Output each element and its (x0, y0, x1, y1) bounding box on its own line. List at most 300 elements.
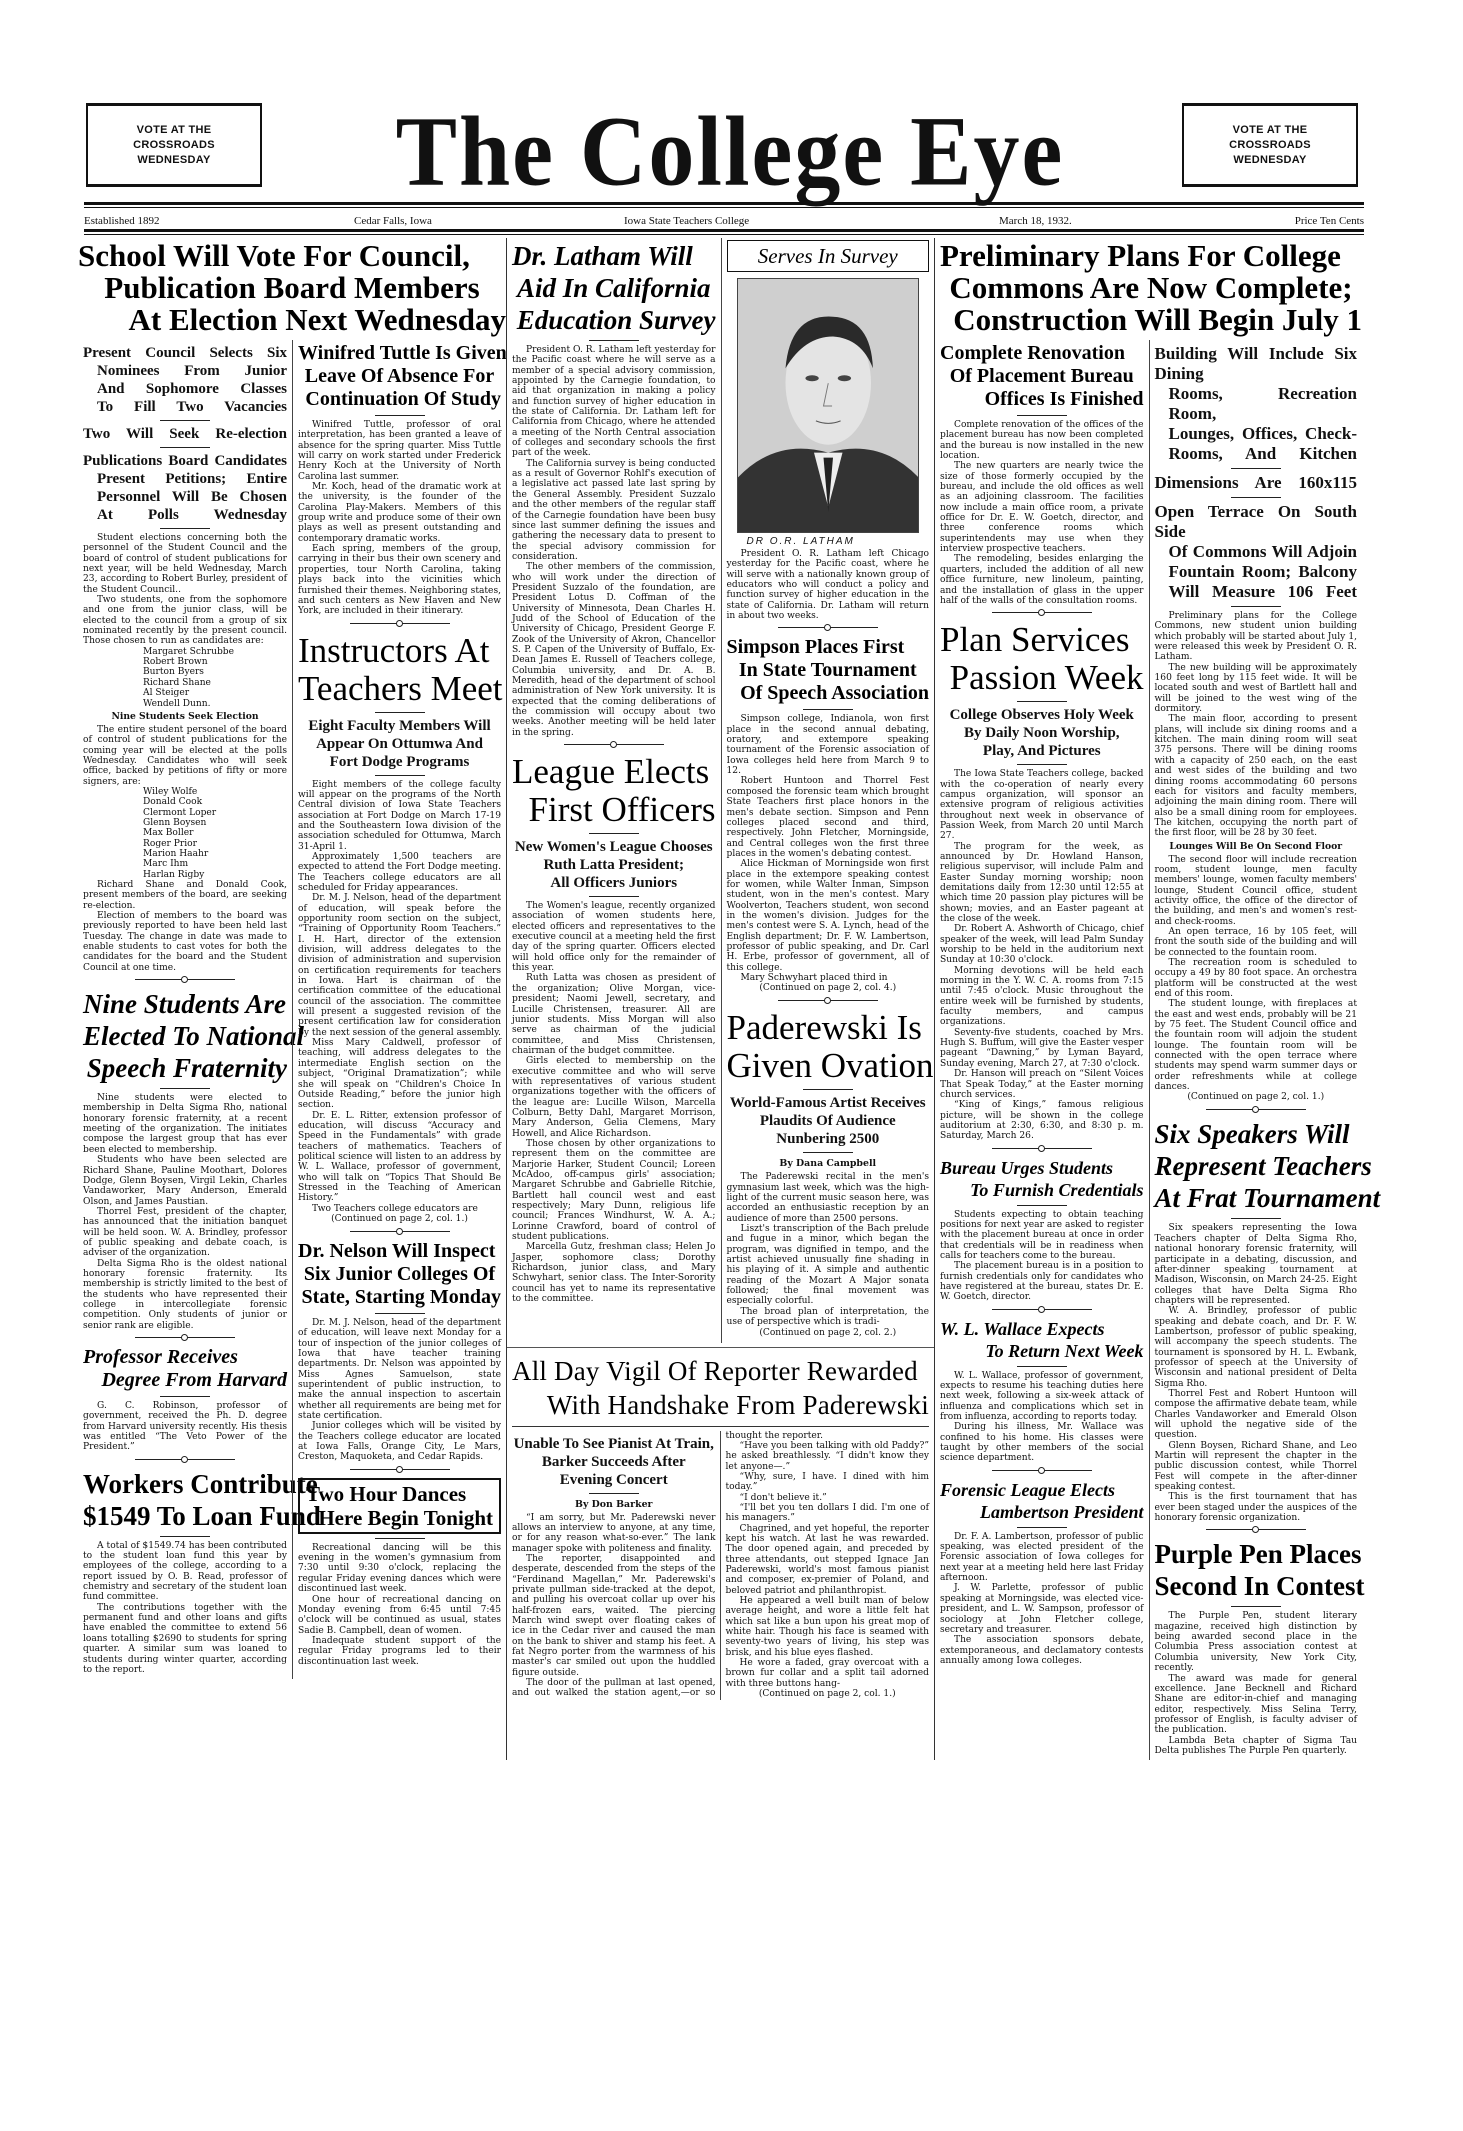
paragraph: Seventy-five students, coached by Mrs. Hugh S. Buffum, will give the Easter vesper pageant “Dawning,” by Lyman Bayard, Sunday evening, March 27, at 7:30 o'clock. (940, 1027, 1144, 1069)
divider (375, 775, 425, 776)
separator (1206, 1109, 1306, 1110)
paragraph: Winifred Tuttle, professor of oral interpretation, has been granted a leave of absence for the spring quarter. Miss Tuttle will carry on work started under Frederick Henry Koch at the University of North Carolina last summer. (298, 420, 501, 482)
paragraph: The program for the week, as announced by Dr. Howland Hanson, religious supervisor, will include Palm and Easter Sunday morning worship; noon demitations daily from 12:30 until 12:55 at which time 20 passion play pictures will be shown; movies, and an Easter pageant at the close of the week. (940, 841, 1144, 924)
headline-line: Complete Renovation (940, 342, 1125, 364)
headline-line: Continuation Of Study (305, 388, 501, 410)
divider (1017, 1366, 1067, 1367)
article-winifred-tuttle-is-given (298, 342, 507, 617)
headline-line: Construction Will Begin July 1 (953, 302, 1362, 337)
paragraph: Recreational dancing will be this evening in the women's gymnasium from 7:30 until 9:30 o'clock, replacing the regular Friday evening dances which were discontinued last week. (298, 1542, 501, 1595)
column-6 (1149, 340, 1381, 1760)
headline-line: Evening Concert (559, 1471, 668, 1488)
article-paderewski-is (726, 1008, 934, 1338)
headline-line: At Polls Wednesday (97, 507, 287, 523)
paragraph: Liszt's transcription of the Bach prelude and fugue in a minor, which began the program, was dignified in tempo, and the artist achieved unusually fine shading in his playing of it. A simple and authentic reading of the Mozart A Major sonata followed; the final movement was especially colorful. (726, 1224, 929, 1307)
paragraph: The recreation room is scheduled to occupy a 49 by 80 foot space. An orchestra platform will be constructed at the west end of this room. (1154, 958, 1357, 1000)
headline (940, 621, 1144, 697)
middle-section (506, 238, 934, 1760)
headline-line: Publication Board Members (104, 270, 480, 305)
paragraph: During his illness, Mr. Wallace was confined to his home. His classes were taught by other members of the social science department. (940, 1422, 1144, 1464)
list-item: Donald Cook (143, 797, 203, 808)
list-item: Wiley Wolfe (143, 786, 198, 797)
price: Price Ten Cents (1294, 215, 1364, 227)
article-serves-in-survey (727, 240, 930, 621)
divider (512, 1426, 929, 1427)
paragraph: Junior colleges which will be visited by the Teachers college educator are located at Iowa Falls, Orange City, Le Mars, Creston, Maquoketa, and Cedar Rapids. (298, 1421, 501, 1463)
divider (589, 340, 639, 341)
list-item: Richard Shane (143, 677, 211, 688)
headline-line: Two Hour Dances (306, 1481, 467, 1506)
paragraph: Dr. Robert A. Ashworth of Chicago, chief speaker of the week, will lead Palm Sunday worship to be held in the auditorium next Sunday at 10:30 o'clock. (940, 924, 1144, 966)
separator (135, 1337, 235, 1338)
article-forensic-league-elects (940, 1479, 1144, 1666)
list-item: Wendell Dunn. (143, 698, 211, 709)
paragraph: W. A. Brindley, professor of public speaking and debate coach, and Dr. F. W. Lambertson, professor of public speaking, will accompany the speech students. The tournament is sponsored by H. L. Ewbank, professor of speech at the University of Wisconsin and national president of Delta Sigma Rho. (1154, 1306, 1357, 1389)
separator (778, 627, 878, 628)
headline-line: Serves In Survey (757, 244, 898, 268)
photo-caption: DR O.R. LATHAM (746, 536, 855, 547)
headline-line: Elected To National (83, 1021, 304, 1052)
paragraph: Nine students were elected to membership in Delta Sigma Rho, national honorary forensic fraternity, at a recent meeting of the organization. The initiates compose the largest group that has ever been elected to membership. (83, 1093, 287, 1155)
paragraph: Glenn Boysen, Richard Shane, and Leo Martin will represent the chapter in the public discussion contest, while Thorrel Fest will compete in the after-dinner speaking contest. (1154, 1440, 1357, 1493)
separator (1206, 1529, 1306, 1530)
paragraph: He appeared a well built man of below average height, and wore a little felt hat which sat like a bun upon his great mop of white hair. Though his face is seamed with seventy-two years of living, his step was brisk, and his blue eyes flashed. (725, 1596, 929, 1658)
name-list (83, 647, 287, 709)
deck (1155, 502, 1358, 602)
paragraph: Six speakers representing the Iowa Teachers chapter of Delta Sigma Rho, national honorary forensic fraternity, will participate in a debating, discussion, and after-dinner speaking tournament at Madison, Wisconsin, on March 24-25. Eight colleges that have Delta Sigma Rho chapters will be represented. (1154, 1223, 1357, 1306)
separator (564, 744, 664, 745)
divider (803, 1089, 853, 1090)
headline-line: Nunbering 2500 (776, 1131, 880, 1148)
paragraph: Each spring, members of the group, carrying in their bus their own scenery and properties, tour North Carolina, taking plays back into the vicinities which furnished their themes. Neighboring states, and such centers as New Haven and New York, are included in their itinerary. (298, 544, 501, 617)
article-simpson-places-first (727, 636, 930, 994)
list-item: Max Boller (143, 828, 194, 839)
paragraph: The new quarters are nearly twice the size of those formerly occupied by the bureau, and include the old offices as well as an adjoining classroom. The facilities now include a main office room, a private office for Dr. E. W. Goetch, director, and three conference rooms which superintendents may use when they interview prospective teachers. (940, 461, 1144, 555)
headline-line: To Furnish Credentials (970, 1179, 1144, 1200)
front-page (78, 238, 1381, 1760)
photo-portrait (737, 278, 920, 533)
continued-note: (Continued on page 2, col. 1.) (1187, 1092, 1325, 1103)
paragraph: Girls elected to membership on the executive committee and who will serve with representatives of various student organizations together with the officers of the league are: Lucille Wilson, Marcella Colburn, Betty Dahl, Margaret Morrison, Mary Anderson, Gelia Clemens, Mary Howell, and Alice Richardson. (512, 1056, 716, 1139)
headline-line: Workers Contribute (83, 1468, 318, 1499)
subhead: Lounges Will Be On Second Floor (1169, 840, 1343, 852)
paragraph: Inadequate student support of the regular Friday programs led to their discontinuation last week. (298, 1635, 501, 1667)
paragraph: Mr. Koch, head of the dramatic work at the university, is the founder of the Carolina Play-Makers. Members of this group write and produce some of their own plays as well as present outstanding and contemporary dramatic works. (298, 482, 501, 544)
headline-line: Plaudits Of Audience (759, 1113, 896, 1130)
divider (1231, 468, 1281, 469)
paragraph: The award was made for general excellence. Jane Becknell and Richard Shane are editor-in-chief and managing editor, respectively. Miss Selina Terry, professor of English, is faculty adviser of the publication. (1154, 1673, 1357, 1736)
divider (1231, 606, 1281, 607)
headline-line: At Frat Tournament (1154, 1183, 1381, 1214)
divider (1017, 764, 1067, 765)
headline-line: To Fill Two Vacancies (97, 399, 287, 415)
separator (350, 1469, 450, 1470)
headline (83, 1468, 321, 1532)
article-league-elects (512, 753, 716, 1304)
list-item: Margaret Schrubbe (143, 646, 235, 657)
headline-line: First Officers (528, 790, 716, 830)
paragraph: The other members of the commission, who will work under the direction of President Suzzalo of the foundation, are President Lotus D. Coffman of the University of Minnesota, Dean Charles H. Judd of the School of Education of the University of Chicago, President George F. Zook of the University of Akron, Chancellor S. P. Capen of the University of Buffalo, Ex-Dean James E. Russell of Teachers college, Columbia university, and Dr. A. B. Meredith, head of the department of school administration of New York university. It is expected that the coming deliberations of the commission will occupy about two weeks. Another meeting will be held later in the spring. (512, 562, 716, 738)
headline-line: W. L. Wallace Expects (940, 1318, 1105, 1339)
paragraph: The reporter, disappointed and desperate, descended from the steps of the “Ferdinand Magellan,” Mr. Paderewski's private pullman side-tracked at the depot, and pulling his overcoat collar up over his half-frozen ears, waited. The piercing March wind swept over floating cakes of ice in the Cedar river and caused the man on the bank to shiver and stamp his feet. A fat Negro porter from the warmness of his master's car smiled out upon the huddled figure outside. (512, 1553, 716, 1678)
headline (940, 1157, 1144, 1201)
headline (298, 632, 501, 708)
headline-line: Six Speakers Will (1154, 1119, 1350, 1150)
article-instructors-at (298, 632, 501, 1225)
column-2 (292, 340, 506, 1679)
headline-line: Offices Is Finished (984, 388, 1144, 410)
paragraph: President O. R. Latham left Chicago yesterday for the Pacific coast, where he will serve with a nationally known group of educators who will conduct a policy and function survey of higher education in the state of California. Dr. Latham will return in about two weeks. (726, 549, 929, 622)
headline-line: To Return Next Week (985, 1340, 1144, 1361)
headline-line: Eight Faculty Members Will (308, 717, 491, 734)
column-4 (721, 238, 935, 1343)
continued-note: (Continued on page 2, col. 4.) (759, 983, 897, 994)
headline-line: Appear On Ottumwa And (316, 735, 483, 752)
paragraph: “I don't believe it.” (739, 1492, 827, 1503)
headline-line: Speech Fraternity (86, 1053, 287, 1084)
deck (727, 1094, 930, 1148)
headline-line: By Daily Noon Worship, (963, 725, 1120, 742)
paragraph: Student elections concerning both the personnel of the Student Council and the board of control of student publications for next year, will be held Wednesday, March 23, according to Robert Burley, president of the Student Council.. (83, 533, 287, 595)
headline (298, 1240, 501, 1309)
commons-headline (935, 240, 1362, 336)
paragraph: Morning devotions will be held each morning in the Y. W. C. A. rooms from 7:15 until 7:45 o'clock. Music throughout the entire week will be furnished by students, faculty members, and campus organizations. (940, 965, 1144, 1028)
headline-line: Simpson Places First (726, 636, 905, 659)
headline (298, 342, 507, 411)
deck (512, 838, 716, 892)
headline-line: School Will Vote For Council, (78, 238, 470, 273)
headline (940, 1479, 1144, 1523)
paragraph: The new building will be approximately 160 feet long by 115 feet wide. It will be located south and west of Bartlett hall and will be joined to the west wing of the dormitory. (1154, 662, 1357, 715)
paragraph: The Women's league, recently organized association of women students here, elected officers and representatives to the executive council at a meeting held the first day of the spring quarter. Officers elected will hold office only for the remainder of this year. (512, 901, 716, 974)
paragraph: Simpson college, Indianola, won first place in the second annual debating, oratory, and extempore speaking tournament of the Forensic association of Iowa colleges held here from March 9 to 12. (726, 714, 929, 777)
headline (1154, 1538, 1365, 1602)
name-list (83, 787, 287, 880)
deck (1155, 344, 1358, 464)
article-bureau-urges-students (940, 1157, 1144, 1303)
vigil-headline (507, 1354, 934, 1422)
paragraph: This is the first tournament that has ever been staged under the auspices of the honorary forensic organization. (1154, 1492, 1357, 1524)
headline-line: Ruth Latta President; (543, 857, 685, 874)
paragraph: The contributions together with the permanent fund and other loans and gifts have enabled the committee to extend 56 loans totalling $2690 to students for spring quarter. A similar sum was loaned to students during winter quarter, according to the report. (83, 1602, 287, 1675)
headline (940, 342, 1144, 411)
headline-line: Will Measure 106 Feet (1168, 582, 1357, 601)
separator (992, 1470, 1092, 1471)
paragraph: Robert Huntoon and Thorrel Fest composed the forensic team which brought State Teachers first place honors in the men's debate section. Simpson and Penn colleges placed second and third, respectively. John Fletcher, Morningside, and Central colleges won the first three places in the women's debating contest. (726, 776, 929, 859)
paragraph: The association sponsors debate, extemporaneous, and declamatory contests annually among Iowa colleges. (940, 1635, 1144, 1666)
headline-line: Personnel Will Be Chosen (97, 489, 287, 505)
headline-line: Purple Pen Places (1154, 1539, 1362, 1570)
headline-line: At Election Next Wednesday (128, 302, 506, 337)
headline-line: Unable To See Pianist At Train, (513, 1435, 714, 1452)
college-name: Iowa State Teachers College (624, 215, 750, 227)
paragraph: Approximately 1,500 teachers are expected to attend the Fort Dodge meeting. The Teachers college educators are all scheduled for Friday appearances. (298, 851, 501, 893)
paragraph: Students who have been selected are Richard Shane, Pauline Moothart, Dolores Dodge, Glenn Boysen, Virgil Lekin, Charles Vandaworker, Mary Anderson, Emerald Olson, and James Paustian. (83, 1155, 287, 1207)
paragraph: The entire student personel of the board of control of student publications for the coming year will be elected at the polls Wednesday. Candidates who will seek office, backed by petitions of fifty or more signers, are: (83, 724, 287, 787)
paragraph: “Why, sure, I have. I dined with him today.” (725, 1471, 929, 1493)
headline-line: Two Will Seek Re-election (83, 426, 287, 442)
divider (1231, 1606, 1281, 1607)
paragraph: Complete renovation of the offices of the placement bureau has now been completed and the bureau is now installed in the new location. (940, 420, 1144, 462)
article-complete-renovation (940, 342, 1144, 606)
paragraph: President O. R. Latham left yesterday for the Pacific coast where he will serve as a member of a special advisory commission, appointed by the Carnegie foundation, to aid that organization in making a policy and function survey of higher education in the state of California. Dr. Latham left for California from Chicago, where he attended a meeting of the North Central association of colleges and secondary schools the first part of the week. (512, 345, 716, 459)
middle-columns (507, 238, 934, 1348)
headline-line: All Day Vigil Of Reporter Rewarded (512, 1355, 918, 1386)
headline-line: Dr. Nelson Will Inspect (298, 1239, 496, 1262)
headline-line: Six Junior Colleges Of (303, 1262, 496, 1285)
newspaper-nameplate: The College Eye (395, 95, 1065, 207)
headline (727, 240, 930, 272)
deck (1155, 473, 1358, 493)
continued-note: (Continued on page 2, col. 1.) (331, 1213, 468, 1224)
vigil-body (507, 1431, 934, 1701)
separator (992, 612, 1092, 613)
deck (940, 706, 1144, 760)
headline-line: Leave Of Absence For (304, 365, 495, 387)
divider (160, 1396, 210, 1397)
headline-line: And Sophomore Classes (97, 381, 287, 397)
headline-line: New Women's League Chooses (514, 839, 713, 856)
headline-line: Here Begin Tonight (318, 1505, 493, 1530)
list-item: Harlan Rigby (143, 869, 205, 880)
column-1 (78, 340, 321, 1679)
separator (992, 1148, 1092, 1149)
paragraph: Miss Mary Caldwell, professor of teaching, will address delegates to the intermediate English section on the subject, “Original Dramatization”; while she will speak on “Children's Choice In Outside Reading,” before the junior high section. (298, 1038, 501, 1111)
paragraph: Preliminary plans for the College Commons, new student union building which probably will be started about July 1, were released this week by President O. R. Latham. (1154, 611, 1357, 663)
headline-line: Barker Succeeds After (541, 1453, 686, 1470)
deck (83, 425, 287, 443)
paragraph: Lambda Beta chapter of Sigma Tau Delta publishes The Purple Pen quarterly. (1154, 1735, 1357, 1756)
headline-line: Bureau Urges Students (940, 1157, 1114, 1178)
headline-line: Winifred Tuttle Is Given (298, 342, 507, 364)
masthead-rule-top (84, 202, 1364, 208)
headline-line: College Observes Holy Week (949, 707, 1134, 724)
lead-headline (78, 240, 506, 336)
list-item: Glenn Boysen (143, 817, 207, 828)
column-5 (935, 340, 1149, 1760)
article-two-hour-dances (298, 1478, 501, 1667)
headline-line: Represent Teachers (1154, 1151, 1372, 1182)
byline: By Don Barker (575, 1498, 653, 1510)
paragraph: The California survey is being conducted as a result of Governor Rohlf's execution of a legislative act passed late last spring by the General Assembly. President Suzzalo and the other members of the regular staff of the Carnegie foundation have been busy since last summer defining the issues and gathering the necessary data to present to the special advisory commission for consideration. (512, 458, 716, 562)
established: Established 1892 (84, 215, 160, 227)
paragraph: Dr. E. L. Ritter, extension professor of education, will discuss “Accuracy and Speed in the Fundamentals” with grade teachers of mathematics. Teachers of political science will listen to an address by W. L. Wallace, professor of government, who will talk on “Topics That Should Be Stressed in the Teaching of American History.” (298, 1110, 501, 1204)
right-columns (935, 340, 1381, 1760)
paragraph: The Paderewski recital in the men's gymnasium last week, which was the high-light of the current music season here, was accorded an enthusiastic reception by an audience of more than 2500 persons. (726, 1172, 929, 1224)
divider (1017, 1205, 1067, 1206)
list-item: Marion Haahr (143, 848, 209, 859)
headline-line: Nine Students Are (83, 989, 287, 1020)
divider (803, 709, 853, 710)
headline (940, 1318, 1144, 1362)
headline-line: Commons Are Now Complete; (949, 270, 1353, 305)
headline-line: Forensic League Elects (940, 1479, 1115, 1500)
headline-line: World-Famous Artist Receives (729, 1095, 926, 1112)
ear-box-right (1182, 103, 1358, 187)
headline-line: Preliminary Plans For College (940, 238, 1341, 273)
divider (160, 420, 210, 421)
separator (135, 979, 235, 980)
paragraph: An open terrace, 16 by 105 feet, will front the south side of the building and will be connected to the fountain room. (1154, 926, 1357, 958)
headline (298, 1478, 501, 1534)
article-vigil (507, 1348, 934, 1701)
column-3 (507, 238, 721, 1343)
headline-line: With Handshake From Paderewski (546, 1389, 929, 1420)
headline-line: Of Placement Bureau (949, 365, 1134, 387)
continued-note: (Continued on page 2, col. 1.) (758, 1689, 896, 1700)
divider (375, 1538, 425, 1539)
paragraph: Two Teachers college educators are (312, 1203, 478, 1214)
headline-line: Second In Contest (1154, 1571, 1365, 1602)
paragraph: Dr. M. J. Nelson, head of the department of education, will leave next Monday for a tour of inspection of the junior colleges of Iowa that have teacher training departments. Dr. Nelson was appointed by Miss Agnes Samuelson, state superintendent of public instruction, to make the annual inspection to ascertain whether all requirements are being met for state certification. (298, 1317, 501, 1422)
divider (1017, 701, 1067, 702)
paragraph: Richard Shane and Donald Cook, present members of the board, are seeking re-election. (83, 880, 287, 911)
article-six-speakers-will (1154, 1118, 1381, 1524)
headline-line: Degree From Harvard (101, 1369, 287, 1391)
article-nine-students-are (83, 988, 304, 1331)
paragraph: “I'll bet you ten dollars I did. I'm one of his managers.” (725, 1502, 929, 1524)
headline-line: All Officers Juniors (550, 875, 678, 892)
article-purple-pen-places (1154, 1538, 1365, 1756)
headline-line: Building Will Include Six Dining (1154, 344, 1357, 383)
deck (298, 717, 501, 771)
deck (512, 1435, 716, 1489)
ear-line: CROSSROADS (1229, 138, 1311, 151)
paragraph: The broad plan of interpretation, the use of perspective which is tradi- (726, 1306, 929, 1328)
separator (350, 623, 450, 624)
headline-line: $1549 To Loan Fund (83, 1500, 321, 1531)
paragraph: The main floor, according to present plans, will include six dining rooms and a kitchen. The main dining room will seat 375 persons. There will be dining rooms with a capacity of 250 each, on the east and west sides of the building and two dining rooms accommodating 60 persons each for visitors and faculty members, adjoining the main dining room. There will also be a small dining room for employees. The kitchen, occupying the north part of the first floor, will be 28 by 30 feet. (1154, 714, 1357, 839)
paragraph: Ruth Latta was chosen as president of the organization; Olive Morgan, vice-president; Naomi Jewell, secretary, and Lucille Christensen, treasurer. All are junior students. Miss Morgan will also serve as chairman of the judicial committee, and Miss Christensen, chairman of the budget committee. (512, 973, 716, 1056)
paragraph: The placement bureau is in a position to furnish credentials only for candidates who have registered at the bureau, states Dr. E. W. Goetch, director. (940, 1261, 1144, 1303)
article-plan-services (940, 621, 1144, 1141)
divider (375, 415, 425, 416)
headline-line: Fort Dodge Programs (329, 753, 470, 770)
headline-line: Rooms, And Kitchen (1168, 444, 1357, 463)
headline-line: Publications Board Candidates (83, 453, 287, 469)
article-dr-latham-will (512, 240, 716, 738)
paragraph: Dr. M. J. Nelson, head of the department of education, will speak before the opportunity room section on the subject, “Training of Opportunity Room Teachers.” I. H. Hart, director of the extension division, will address delegates to the division of administration and supervision on certification requirements for teachers in Iowa. Hart is chairman of the certification committee of the educational council of the association. The committee will present a suggested revision of the present certification law for consideration by the next session of the general assembly. (298, 893, 501, 1038)
headline-line: League Elects (512, 752, 710, 792)
ear-line: CROSSROADS (133, 138, 215, 151)
divider (160, 528, 210, 529)
separator (778, 1000, 878, 1001)
right-section (934, 238, 1381, 1760)
paragraph: The Purple Pen, student literary magazine, received high distinction by being awarded second place in the Columbia Press association contest at Columbia university, New York City, recently. (1154, 1611, 1357, 1674)
deck (83, 344, 287, 416)
masthead-rule-bottom (84, 229, 1364, 235)
paragraph: The remodeling, besides enlarging the quarters, included the addition of all new office furniture, new linoleum, painting, and the installation of glass in the upper half of the walls of the consultation rooms. (940, 554, 1144, 606)
headline (83, 1346, 287, 1392)
paragraph: Thorrel Fest and Robert Huntoon will compose the affirmative debate team, while Charles Vandaworker and Emerald Olson will uphold the negative side of the question. (1154, 1388, 1357, 1441)
headline-line: Given Ovation (726, 1046, 934, 1086)
headline-line: Fountain Room; Balcony (1168, 562, 1357, 581)
paragraph: Chagrined, and yet hopeful, the reporter kept his watch. At last he was rewarded. The door opened again, and preceded by three attendants, out stepped Ignace Jan Paderewski, world's most famous pianist and composer, ex-premier of Poland, and beloved patriot and philanthropist. (725, 1523, 929, 1596)
headline-line: Plan Services (940, 620, 1130, 660)
divider (375, 1313, 425, 1314)
list-item: Clermont Loper (143, 807, 217, 818)
issue-date: March 18, 1932. (999, 215, 1072, 227)
divider (589, 896, 639, 897)
separator (350, 1231, 450, 1232)
headline-line: Teachers Meet (298, 668, 503, 708)
ear-line: WEDNESDAY (1233, 153, 1307, 166)
headline (1154, 1118, 1381, 1214)
article-w-l-wallace-expects (940, 1318, 1144, 1464)
paragraph: Those chosen by other organizations to represent them on the committee are Marjorie Harker, Student Council; Loreen McAdoo, off-campus girls' association; Margaret Schrubbe and Gabrielle Ritchie, Bartlett hall council west and east respectively; Mary Dunn, religious life council; Frances Windhurst, W. A. A.; Lorinne Crawford, board of control of student publications. (512, 1138, 716, 1243)
headline-line: Professor Receives (83, 1346, 238, 1368)
headline-line: Nominees From Junior (97, 363, 287, 379)
headline-line: Paderewski Is (726, 1008, 922, 1048)
ear-line: WEDNESDAY (137, 153, 211, 166)
divider (375, 712, 425, 713)
paragraph: W. L. Wallace, professor of government, expects to resume his teaching duties here next week, following a six-week attack of influenza and complications which set in from influenza, according to reports today. (940, 1370, 1144, 1423)
headline-line: Present Petitions; Entire (97, 471, 287, 487)
headline (512, 753, 716, 829)
paragraph: “Have you been talking with old Paddy?” he asked breathlessly. “I didn't know they let anyone—.” (725, 1440, 929, 1472)
headline-line: Present Council Selects Six (83, 345, 287, 361)
divider (803, 1152, 853, 1153)
headline-line: Passion Week (949, 658, 1144, 698)
paragraph: Thorrel Fest, president of the chapter, has announced that the initiation banquet will be held soon. W. A. Brindley, professor of public speaking and debate coach, is adviser of the organization. (83, 1206, 287, 1259)
paragraph: The second floor will include recreation room, student lounge, men faculty members' lounge, women faculty members' lounge, Student Council office, student activity office, the office of the director of the building, and men's and women's rest- and check-rooms. (1154, 854, 1357, 927)
divider (589, 833, 639, 834)
article-professor-receives (83, 1346, 287, 1453)
place: Cedar Falls, Iowa (354, 215, 432, 227)
list-item: Burton Byers (143, 667, 204, 678)
paragraph: A total of $1549.74 has been contributed to the student loan fund this year by employees of the college, according to a report issued by O. B. Read, professor of chemistry and secretary of the student loan fund committee. (83, 1540, 287, 1603)
divider (589, 1493, 639, 1494)
paragraph: Delta Sigma Rho is the oldest national honorary forensic fraternity. Its membership is strictly limited to the best of the students who have represented their college in intercollegiate forensic competition. Only students of junior or senior rank are eligible. (83, 1258, 287, 1331)
headline-line: State, Starting Monday (301, 1285, 501, 1308)
headline (727, 636, 930, 705)
paragraph: “I am sorry, but Mr. Paderewski never allows an interview to anyone, at any time, or for any reason what-so-ever.” The lank manager spoke with politeness and finality. (512, 1512, 716, 1554)
ear-box-left (86, 103, 262, 187)
divider (1231, 497, 1281, 498)
headline-line: Of Commons Will Adjoin (1168, 542, 1357, 561)
continued-note: (Continued on page 2, col. 2.) (759, 1327, 897, 1338)
headline-line: Education Survey (516, 305, 716, 335)
headline-line: Lounges, Offices, Check- (1168, 424, 1357, 443)
paragraph: J. W. Parlette, professor of public speaking at Morningside, was elected vice-president, and L. W. Sampson, professor of sociology at John Fletcher college, secretary and treasurer. (940, 1583, 1144, 1635)
paragraph: Students expecting to obtain teaching positions for next year are asked to register with the placement bureau at once in order that credentials will be in readiness when calls for teachers come to the bureau. (940, 1209, 1144, 1261)
paragraph: “King of Kings,” famous religious picture, will be shown in the college auditorium at 2:30, 6:30, and 8:30 p. m. Saturday, March 26. (940, 1100, 1144, 1142)
headline-line: Rooms, Recreation Room, (1168, 384, 1357, 423)
paragraph: Dr. F. A. Lambertson, professor of public speaking, was elected president of the Forensic association of Iowa colleges for next year at a meeting held here last Friday afternoon. (940, 1531, 1144, 1584)
headline-line: Dimensions Are 160x115 (1154, 473, 1357, 492)
subhead: Nine Students Seek Election (111, 710, 259, 722)
divider (160, 1536, 210, 1537)
headline-line: Of Speech Association (740, 682, 929, 705)
list-item: Robert Brown (143, 657, 208, 668)
paragraph: G. C. Robinson, professor of government, received the Ph. D. degree from Harvard university recently. His thesis was entitled “The Veto Power of the President.” (83, 1401, 287, 1453)
paragraph: Marcella Gutz, freshman class; Helen Jo Jasper, sophomore class; Dorothy Richardson, junior class, and Mary Schwyhart, senior class. The Inter-Sorority council has yet to name its representative to the committee. (512, 1242, 716, 1305)
dateline (84, 213, 1364, 229)
article-lead-decks (1155, 344, 1358, 1103)
headline-line: Lambertson President (979, 1501, 1144, 1522)
byline: By Dana Campbell (779, 1158, 877, 1170)
ear-line: VOTE AT THE (136, 123, 212, 136)
ear-line: VOTE AT THE (1232, 123, 1308, 136)
left-section (78, 238, 506, 1760)
paragraph: Dr. Hanson will preach on “Silent Voices That Speak Today,” at the Easter morning church services. (940, 1069, 1144, 1100)
headline-line: Play, And Pictures (982, 743, 1101, 760)
paragraph: Election of members to the board was previously reported to have been held last Tuesday. The change in date was made to enable students to cast votes for both the candidates for the board and the Student Council at one time. (83, 911, 287, 973)
paragraph: The Iowa State Teachers college, backed with the co-operation of nearly every campus organization, will sponsor an extensive program of religious activities throughout next week in observance of Passion Week, from March 20 until March 27. (940, 769, 1144, 842)
article-dr-nelson-will-inspect (298, 1240, 501, 1463)
article-workers-contribute (83, 1468, 321, 1675)
headline (83, 988, 304, 1084)
